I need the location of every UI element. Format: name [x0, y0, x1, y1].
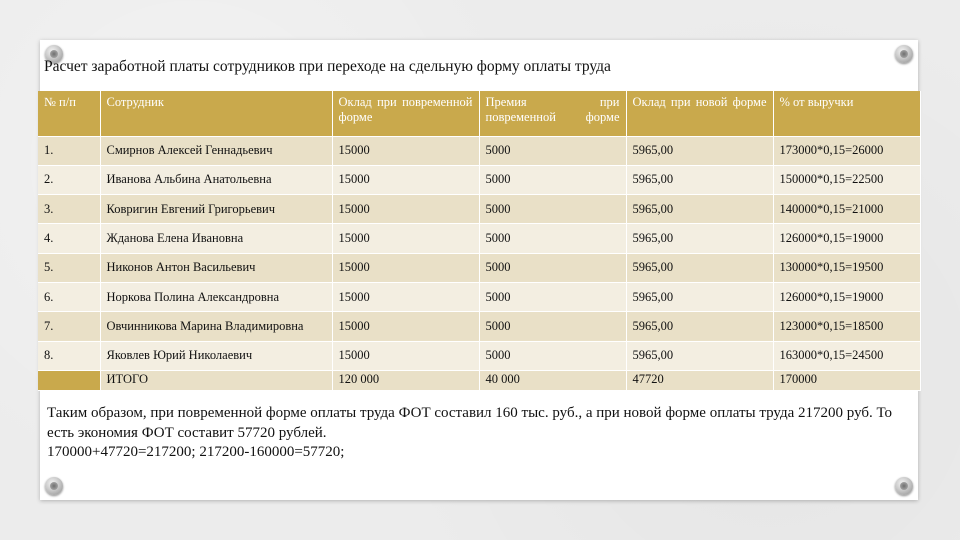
total-percent: 170000 [773, 370, 920, 390]
employee-name: Яковлев Юрий Николаевич [100, 341, 332, 370]
salary-new: 5965,00 [626, 253, 773, 282]
salary-time: 15000 [332, 165, 479, 194]
total-blank-cell [38, 370, 100, 390]
revenue-percent: 140000*0,15=21000 [773, 195, 920, 224]
salary-time: 15000 [332, 224, 479, 253]
row-number: 8. [38, 341, 100, 370]
row-number: 3. [38, 195, 100, 224]
row-number: 6. [38, 282, 100, 311]
table-row [38, 165, 920, 194]
table-row [38, 195, 920, 224]
table-header-row [38, 91, 920, 136]
bonus-time: 5000 [479, 224, 626, 253]
table-row [38, 341, 920, 370]
row-number: 4. [38, 224, 100, 253]
salary-time: 15000 [332, 312, 479, 341]
row-number: 1. [38, 136, 100, 165]
total-label: ИТОГО [100, 370, 332, 390]
revenue-percent: 173000*0,15=26000 [773, 136, 920, 165]
table-row [38, 282, 920, 311]
header-revenue-percent: % от выручки [773, 91, 920, 136]
revenue-percent: 150000*0,15=22500 [773, 165, 920, 194]
salary-new: 5965,00 [626, 341, 773, 370]
salary-new: 5965,00 [626, 165, 773, 194]
bonus-time: 5000 [479, 282, 626, 311]
employee-name: Ковригин Евгений Григорьевич [100, 195, 332, 224]
row-number: 5. [38, 253, 100, 282]
conclusion-formula: 170000+47720=217200; 217200-160000=57720; [47, 444, 345, 460]
slide-title: Расчет заработной платы сотрудников при переходе на сдельную форму оплаты труда [44, 58, 611, 75]
total-new-salary: 47720 [626, 370, 773, 390]
revenue-percent: 123000*0,15=18500 [773, 312, 920, 341]
bonus-time: 5000 [479, 165, 626, 194]
employee-name: Смирнов Алексей Геннадьевич [100, 136, 332, 165]
salary-new: 5965,00 [626, 224, 773, 253]
header-bonus-time: Премия при повременной форме [479, 91, 626, 136]
table-row [38, 253, 920, 282]
conclusion-text [47, 404, 907, 463]
salary-time: 15000 [332, 195, 479, 224]
table-row [38, 312, 920, 341]
header-salary-time: Оклад при повременной форме [332, 91, 479, 136]
salary-time: 15000 [332, 136, 479, 165]
salary-new: 5965,00 [626, 136, 773, 165]
table-total-row [38, 370, 920, 390]
revenue-percent: 163000*0,15=24500 [773, 341, 920, 370]
total-salary: 120 000 [332, 370, 479, 390]
salary-new: 5965,00 [626, 312, 773, 341]
employee-name: Жданова Елена Ивановна [100, 224, 332, 253]
table-row [38, 136, 920, 165]
salary-time: 15000 [332, 253, 479, 282]
salary-table [38, 91, 921, 391]
employee-name: Норкова Полина Александровна [100, 282, 332, 311]
employee-name: Иванова Альбина Анатольевна [100, 165, 332, 194]
revenue-percent: 126000*0,15=19000 [773, 224, 920, 253]
employee-name: Овчинникова Марина Владимировна [100, 312, 332, 341]
bonus-time: 5000 [479, 312, 626, 341]
salary-time: 15000 [332, 341, 479, 370]
pushpin-icon [45, 477, 63, 495]
bonus-time: 5000 [479, 253, 626, 282]
bonus-time: 5000 [479, 341, 626, 370]
employee-name: Никонов Антон Васильевич [100, 253, 332, 282]
revenue-percent: 126000*0,15=19000 [773, 282, 920, 311]
bonus-time: 5000 [479, 136, 626, 165]
salary-time: 15000 [332, 282, 479, 311]
pushpin-icon [895, 477, 913, 495]
table-row [38, 224, 920, 253]
row-number: 2. [38, 165, 100, 194]
header-number: № п/п [38, 91, 100, 136]
total-bonus: 40 000 [479, 370, 626, 390]
salary-new: 5965,00 [626, 282, 773, 311]
conclusion-paragraph: Таким образом, при повременной форме оплаты труда ФОТ составил 160 тыс. руб., а при новой форме оплаты труда 217200 руб. То есть экономия ФОТ составит 57720 рублей. [47, 405, 893, 441]
row-number: 7. [38, 312, 100, 341]
header-employee: Сотрудник [100, 91, 332, 136]
bonus-time: 5000 [479, 195, 626, 224]
revenue-percent: 130000*0,15=19500 [773, 253, 920, 282]
header-salary-new: Оклад при новой форме [626, 91, 773, 136]
salary-new: 5965,00 [626, 195, 773, 224]
